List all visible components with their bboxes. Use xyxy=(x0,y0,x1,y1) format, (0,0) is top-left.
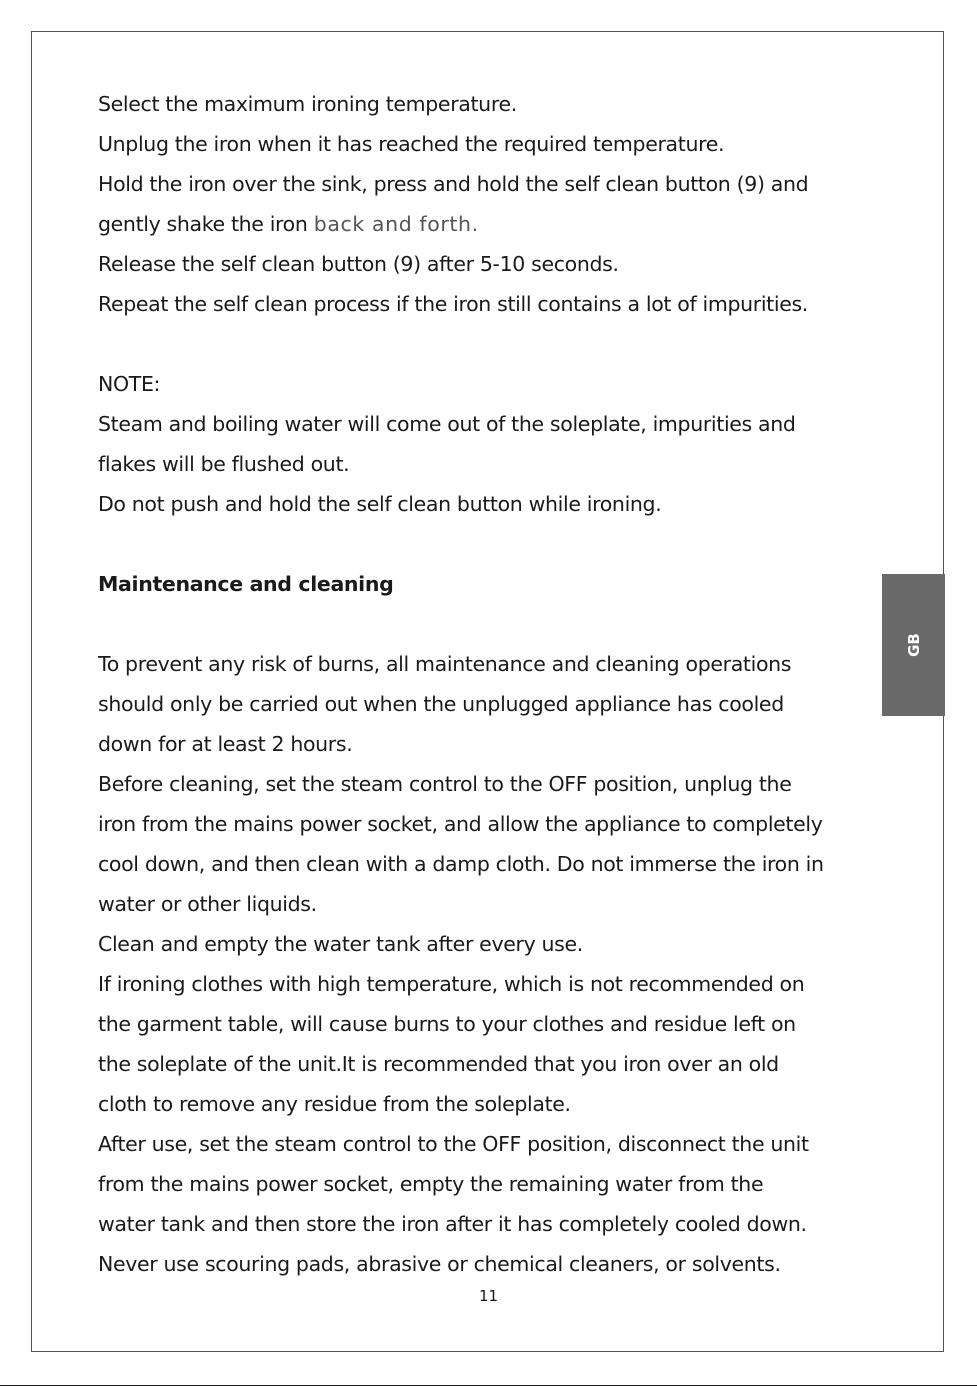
instruction-hold-iron-line-2 xyxy=(98,204,898,244)
instruction-select-temperature: Select the maximum ironing temperature. xyxy=(98,92,517,116)
maintenance-line: water or other liquids. xyxy=(98,892,317,916)
instruction-repeat-clean: Repeat the self clean process if the iron still contains a lot of impurities. xyxy=(98,292,808,316)
maintenance-line: Before cleaning, set the steam control to the OFF position, unplug the xyxy=(98,772,792,796)
maintenance-line: Clean and empty the water tank after every use. xyxy=(98,932,583,956)
page-number: 11 xyxy=(478,1287,499,1305)
paragraph-spacer xyxy=(98,524,898,564)
bottom-divider xyxy=(0,1385,977,1386)
maintenance-line: should only be carried out when the unplugged appliance has cooled xyxy=(98,692,784,716)
maintenance-line: the soleplate of the unit.It is recommended that you iron over an old xyxy=(98,1052,779,1076)
instruction-shake-text: gently shake the iron xyxy=(98,212,314,236)
paragraph-spacer xyxy=(98,324,898,364)
section-heading-maintenance: Maintenance and cleaning xyxy=(98,572,394,596)
note-line-1: Steam and boiling water will come out of the soleplate, impurities and xyxy=(98,412,796,436)
instruction-release-button: Release the self clean button (9) after 5-10 seconds. xyxy=(98,252,619,276)
maintenance-line: cool down, and then clean with a damp cloth. Do not immerse the iron in xyxy=(98,852,824,876)
maintenance-line: iron from the mains power socket, and allow the appliance to completely xyxy=(98,812,823,836)
note-line-3: Do not push and hold the self clean button while ironing. xyxy=(98,492,662,516)
note-label: NOTE: xyxy=(98,372,161,396)
maintenance-line: from the mains power socket, empty the remaining water from the xyxy=(98,1172,764,1196)
maintenance-line: Never use scouring pads, abrasive or chemical cleaners, or solvents. xyxy=(98,1252,781,1276)
maintenance-line: After use, set the steam control to the OFF position, disconnect the unit xyxy=(98,1132,809,1156)
paragraph-spacer xyxy=(98,604,898,644)
language-tab-label: GB xyxy=(904,633,923,657)
maintenance-line: cloth to remove any residue from the soleplate. xyxy=(98,1092,571,1116)
instruction-shake-direction: back and forth. xyxy=(313,212,479,236)
maintenance-line: water tank and then store the iron after it has completely cooled down. xyxy=(98,1212,807,1236)
document-body xyxy=(98,84,898,1284)
maintenance-line: down for at least 2 hours. xyxy=(98,732,353,756)
maintenance-line: the garment table, will cause burns to your clothes and residue left on xyxy=(98,1012,796,1036)
note-line-2: flakes will be flushed out. xyxy=(98,452,350,476)
maintenance-line: To prevent any risk of burns, all maintenance and cleaning operations xyxy=(98,652,792,676)
instruction-hold-iron-line-1: Hold the iron over the sink, press and hold the self clean button (9) and xyxy=(98,172,809,196)
maintenance-line: If ironing clothes with high temperature, which is not recommended on xyxy=(98,972,805,996)
instruction-unplug-iron: Unplug the iron when it has reached the required temperature. xyxy=(98,132,725,156)
language-tab xyxy=(882,574,945,716)
